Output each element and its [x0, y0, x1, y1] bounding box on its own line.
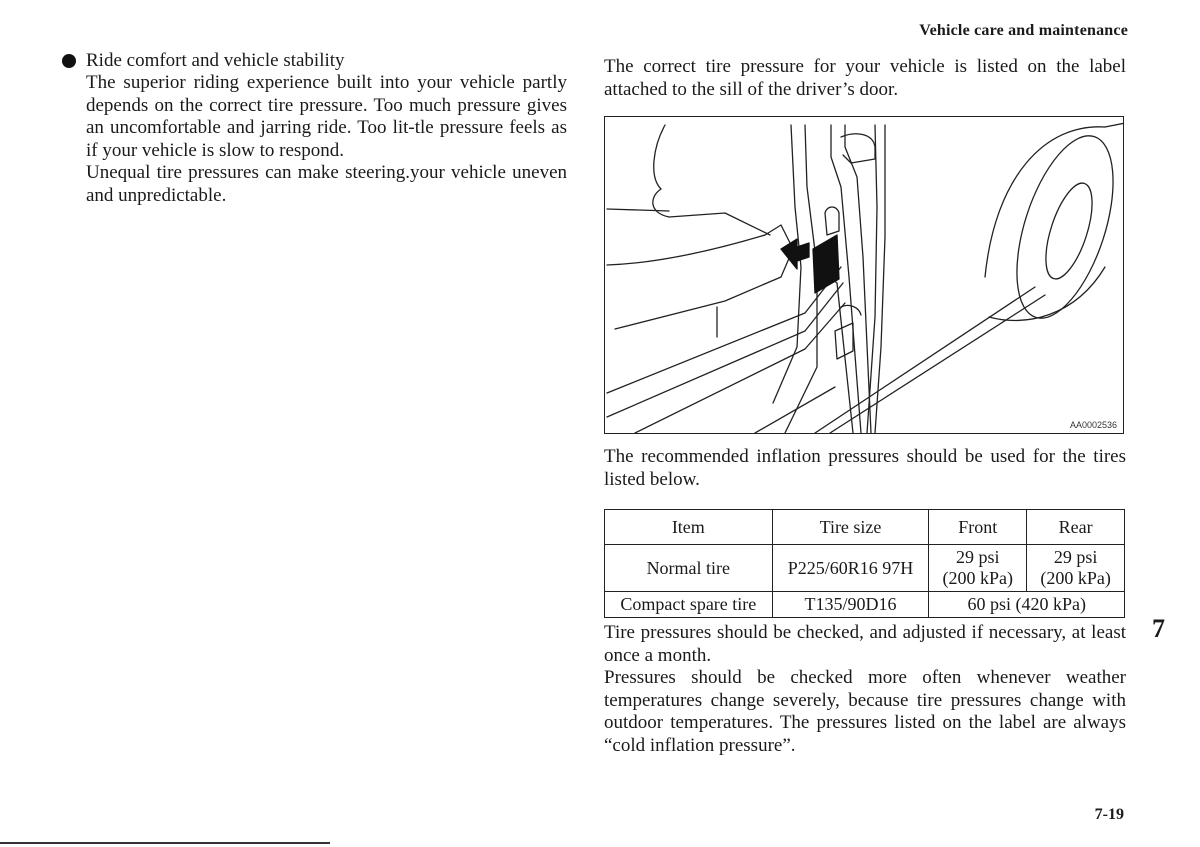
header-front: Front	[929, 510, 1027, 545]
normal-front-psi: 29 psi	[956, 547, 1000, 567]
table-header-row	[605, 510, 1125, 545]
normal-tire-size: P225/60R16 97H	[772, 545, 929, 592]
door-sill-illustration	[604, 116, 1124, 434]
page-number: 7-19	[1094, 806, 1124, 823]
normal-tire-rear	[1027, 545, 1125, 592]
label-location-paragraph: The correct tire pressure for your vehicle is listed on the label attached to the sill of the driver’s door.	[604, 56, 1126, 100]
compact-tire-pressure: 60 psi (420 kPa)	[929, 592, 1125, 618]
monthly-check-paragraph: Tire pressures should be checked, and adjusted if necessary, at least once a month.	[604, 622, 1126, 666]
temperature-paragraph: Pressures should be checked more often whenever weather temperatures change severely, because tire pressures change with outdoor temperatures. The pressures listed on the label are always “cold inflation pressure”.	[604, 667, 1126, 756]
table-row	[605, 592, 1125, 618]
section-number: 7	[1152, 614, 1165, 643]
normal-rear-kpa: (200 kPa)	[1040, 568, 1111, 588]
header-tire-size: Tire size	[772, 510, 929, 545]
left-column	[62, 50, 567, 207]
bottom-divider	[0, 842, 330, 844]
header-title: Vehicle care and maintenance	[919, 22, 1128, 39]
normal-tire-item: Normal tire	[605, 545, 773, 592]
compact-tire-size: T135/90D16	[772, 592, 929, 618]
normal-front-kpa: (200 kPa)	[942, 568, 1014, 588]
figure-code: AA0002536	[1069, 420, 1117, 430]
header-item: Item	[605, 510, 773, 545]
table-row	[605, 545, 1125, 592]
normal-tire-front	[929, 545, 1027, 592]
header-rear: Rear	[1027, 510, 1125, 545]
unequal-pressure-paragraph: Unequal tire pressures can make steering.your vehicle uneven and unpredictable.	[86, 162, 567, 206]
bullet-dot-icon	[62, 54, 76, 68]
door-sill-drawing	[605, 117, 1124, 434]
recommended-pressures-paragraph: The recommended inflation pressures should be used for the tires listed below.	[604, 446, 1126, 490]
right-column	[604, 56, 1126, 757]
bullet-heading	[62, 50, 567, 72]
tire-pressure-table	[604, 509, 1125, 618]
bullet-heading-text: Ride comfort and vehicle stability	[86, 50, 345, 71]
normal-rear-psi: 29 psi	[1053, 547, 1098, 567]
compact-tire-item: Compact spare tire	[605, 592, 773, 618]
ride-comfort-paragraph: The superior riding experience built into your vehicle partly depends on the correct tire pressure. Too much pressure gives an uncomfortable and jarring ride. Too lit-tle pressure feels as if your vehicle is slow to respond.	[86, 72, 567, 161]
